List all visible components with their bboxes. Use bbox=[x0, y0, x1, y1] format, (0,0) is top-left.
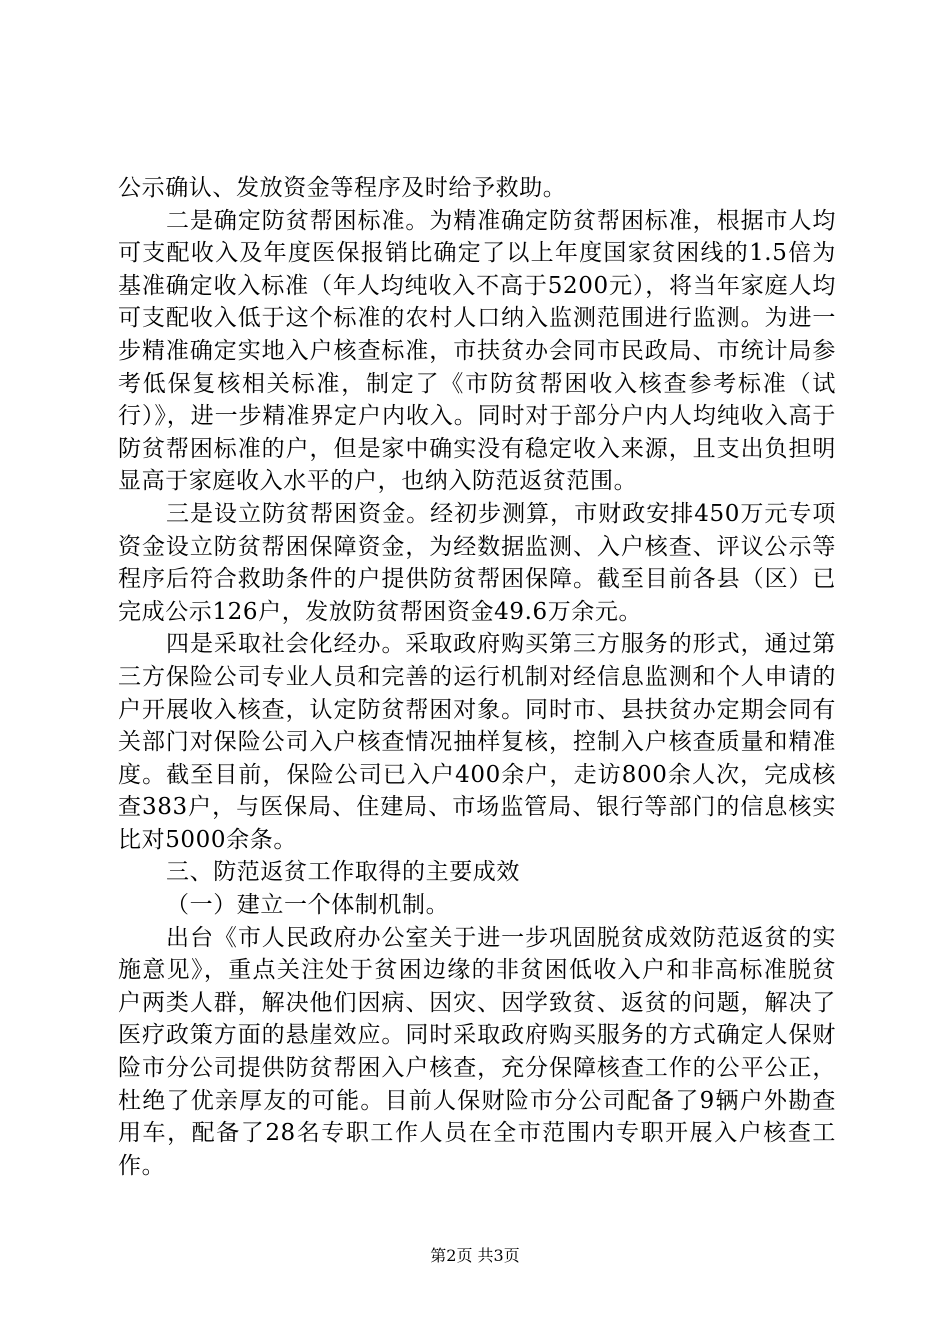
paragraph-poverty-fund: 三是设立防贫帮困资金。经初步测算，市财政安排450万元专项资金设立防贫帮困保障资金，为经数据监测、入户核查、评议公示等程序后符合救助条件的户提供防贫帮困保障。截至目前各县（区）已完成公示126户，发放防贫帮困资金49.6万余元。 bbox=[118, 500, 836, 625]
paragraph-socialized-handling: 四是采取社会化经办。采取政府购买第三方服务的形式，通过第三方保险公司专业人员和完善的运行机制对经信息监测和个人申请的户开展收入核查，认定防贫帮困对象。同时市、县扶贫办定期会同有关部门对保险公司入户核查情况抽样复核，控制入户核查质量和精准度。截至目前，保险公司已入户400余户，走访800余人次，完成核查383户，与医保局、住建局、市场监管局、银行等部门的信息核实比对5000余条。 bbox=[118, 631, 836, 853]
paragraph-mechanism: 出台《市人民政府办公室关于进一步巩固脱贫成效防范返贫的实施意见》，重点关注处于贫困边缘的非贫困低收入户和非高标准脱贫户两类人群，解决他们因病、因灾、因学致贫、返贫的问题，解决了医疗政策方面的悬崖效应。同时采取政府购买服务的方式确定人保财险市分公司提供防贫帮困入户核查，充分保障核查工作的公平公正，杜绝了优亲厚友的可能。目前人保财险市分公司配备了9辆户外勘查用车，配备了28名专职工作人员在全市范围内专职开展入户核查工作。 bbox=[118, 924, 836, 1179]
paragraph-poverty-standard: 二是确定防贫帮困标准。为精准确定防贫帮困标准，根据市人均可支配收入及年度医保报销比确定了以上年度国家贫困线的1.5倍为基准确定收入标准（年人均纯收入不高于5200元），将当年家庭人均可支配收入低于这个标准的农村人口纳入监测范围进行监测。为进一步精准确定实地入户核查标准，市扶贫办会同市民政局、市统计局参考低保复核相关标准，制定了《市防贫帮困收入核查参考标准（试行）》，进一步精准界定户内收入。同时对于部分户内人均纯收入高于防贫帮困标准的户，但是家中确实没有稳定收入来源，且支出负担明显高于家庭收入水平的户，也纳入防范返贫范围。 bbox=[118, 207, 836, 495]
section-heading: 三、防范返贫工作取得的主要成效 bbox=[166, 859, 520, 886]
page-number-footer: 第2页 共3页 bbox=[430, 1246, 520, 1265]
document-body bbox=[118, 172, 836, 1182]
paragraph-continuation: 公示确认、发放资金等程序及时给予救助。 bbox=[118, 175, 567, 201]
subsection-heading: （一）建立一个体制机制。 bbox=[166, 892, 450, 919]
